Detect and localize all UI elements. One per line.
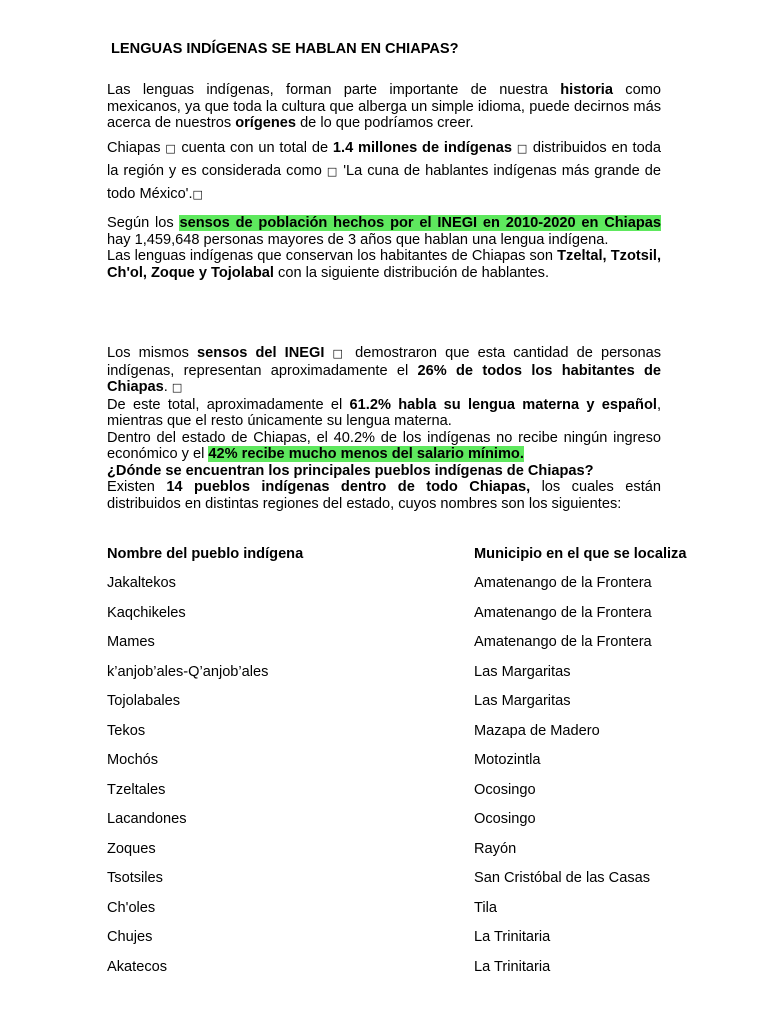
table-row: [0, 605, 768, 625]
text: Existen: [107, 479, 167, 495]
table-cell-municipio: Motozintla: [474, 752, 541, 768]
table-cell-municipio: Ocosingo: [474, 811, 536, 827]
table-row: [0, 870, 768, 890]
table-cell-municipio: Ocosingo: [474, 781, 536, 798]
missing-glyph-icon: □: [326, 165, 339, 178]
table-cell-pueblo: k’anjob’ales-Q’anjob’ales: [107, 663, 269, 680]
bold-text: 1.4 millones de indígenas: [332, 140, 513, 156]
table-cell-pueblo: Jakaltekos: [107, 575, 176, 591]
table-header-pueblo: Nombre del pueblo indígena: [107, 546, 304, 562]
table-cell-pueblo: Ch'oles: [107, 899, 156, 916]
table-cell-pueblo: Mochós: [107, 752, 159, 768]
table-row: [0, 575, 768, 595]
table-row: [0, 900, 768, 920]
table-row: [0, 664, 768, 684]
section-heading: ¿Dónde se encuentran los principales pueblos indígenas de Chiapas?: [107, 462, 594, 479]
missing-glyph-icon: □: [165, 142, 177, 155]
table-cell-municipio: Amatenango de la Frontera: [474, 575, 652, 591]
highlighted-text: 42% recibe mucho menos del salario mínimo.: [208, 446, 524, 462]
table-cell-municipio: Amatenango de la Frontera: [474, 604, 652, 621]
paragraph-inegi-census: [107, 215, 661, 281]
bold-text: orígenes: [235, 115, 297, 131]
bold-text: historia: [560, 82, 613, 98]
bold-text: sensos del INEGI: [197, 345, 325, 361]
table-cell-municipio: Las Margaritas: [474, 663, 571, 680]
table-cell-municipio: San Cristóbal de las Casas: [474, 870, 651, 886]
table-row: [0, 929, 768, 949]
table-cell-municipio: Rayón: [474, 840, 517, 857]
table-cell-pueblo: Tzeltales: [107, 781, 166, 798]
text: Los mismos: [107, 345, 198, 361]
table-row: [0, 782, 768, 802]
table-cell-pueblo: Lacandones: [107, 811, 187, 827]
table-row: [0, 959, 768, 979]
table-header-municipio: Municipio en el que se localiza: [474, 546, 687, 562]
table-cell-municipio: Amatenango de la Frontera: [474, 634, 652, 650]
paragraph-intro: [107, 82, 661, 132]
text: 'La cuna de hablantes indígenas más grande de todo México'.: [107, 163, 661, 202]
text: .: [163, 379, 172, 395]
text: Chiapas: [107, 140, 166, 156]
missing-glyph-icon: □: [171, 381, 183, 394]
table-row: [0, 634, 768, 654]
table-cell-pueblo: Tsotsiles: [107, 870, 163, 886]
table-row: [0, 693, 768, 713]
bold-text: 14 pueblos indígenas dentro de todo Chiapas,: [166, 479, 531, 495]
table-cell-pueblo: Mames: [107, 634, 155, 650]
missing-glyph-icon: □: [192, 188, 203, 201]
table-row: [0, 752, 768, 772]
table-cell-pueblo: Kaqchikeles: [107, 604, 186, 621]
table-cell-municipio: Las Margaritas: [474, 693, 571, 709]
text: Según los: [107, 215, 180, 231]
table-cell-pueblo: Tekos: [107, 722, 146, 739]
missing-glyph-icon: □: [332, 347, 347, 360]
table-cell-pueblo: Tojolabales: [107, 693, 181, 709]
text: distribuidos en toda la región y es considerada como: [107, 140, 661, 179]
text: Las lenguas indígenas, forman parte importante de nuestra: [107, 82, 561, 98]
table-row: [0, 723, 768, 743]
paragraph-statistics: [107, 345, 661, 512]
text: hay 1,459,648 personas mayores de 3 años que hablan una lengua indígena.: [107, 231, 609, 248]
table-cell-municipio: La Trinitaria: [474, 929, 551, 945]
text: demostraron que esta cantidad de personas indígenas, representan aproximadamente el: [107, 345, 661, 379]
table-cell-pueblo: Chujes: [107, 929, 153, 945]
bold-text: 26% de todos los habitantes de Chiapas: [107, 362, 661, 395]
table-cell-pueblo: Akatecos: [107, 958, 168, 975]
table-cell-municipio: La Trinitaria: [474, 958, 551, 975]
missing-glyph-icon: □: [516, 142, 529, 155]
table-row: [0, 841, 768, 861]
table-cell-municipio: Mazapa de Madero: [474, 722, 600, 739]
text: De este total, aproximadamente el: [107, 396, 350, 413]
text: los cuales están distribuidos en distintas regiones del estado, cuyos nombres son los siguientes:: [107, 479, 661, 512]
text: como mexicanos, ya que toda la cultura que alberga un simple idioma, puede decirnos más acerca de nuestros: [107, 82, 661, 131]
text: , mientras que el resto únicamente su lengua materna.: [107, 396, 661, 429]
text: con la siguiente distribución de hablantes.: [273, 264, 550, 281]
bold-text: Tzeltal, Tzotsil, Ch'ol, Zoque y Tojolabal: [107, 248, 661, 281]
text: cuenta con un total de: [176, 140, 333, 156]
paragraph-chiapas-total: [107, 137, 661, 206]
table-row: [0, 811, 768, 831]
highlighted-text: sensos de población hechos por el INEGI en 2010-2020 en Chiapas: [179, 215, 661, 231]
bold-text: 61.2% habla su lengua materna y español: [349, 396, 657, 413]
text: Dentro del estado de Chiapas, el 40.2% de los indígenas no recibe ningún ingreso económico y el: [107, 429, 661, 462]
text: de lo que podríamos creer.: [296, 115, 474, 131]
table-cell-municipio: Tila: [474, 899, 497, 916]
table-cell-pueblo: Zoques: [107, 840, 156, 857]
text: Las lenguas indígenas que conservan los habitantes de Chiapas son: [107, 248, 558, 264]
document-title: LENGUAS INDÍGENAS SE HABLAN EN CHIAPAS?: [111, 41, 459, 57]
